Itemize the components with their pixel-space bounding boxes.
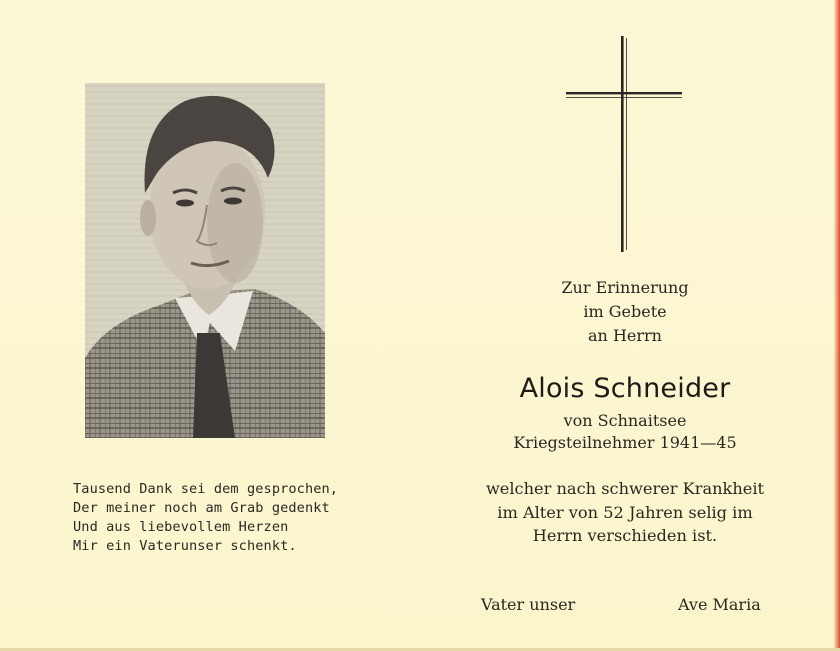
poem	[73, 480, 373, 556]
card-edge	[834, 0, 840, 651]
portrait-photo	[85, 83, 325, 438]
memorial-text	[460, 477, 790, 548]
prayer-ave-maria: Ave Maria	[678, 595, 761, 614]
poem-line: Mir ein Vaterunser schenkt.	[73, 538, 297, 554]
poem-line: Und aus liebevollem Herzen	[73, 519, 289, 535]
memorial-intro	[460, 276, 790, 348]
text-line-3: Herrn verschieden ist.	[532, 526, 718, 545]
prayer-vater-unser: Vater unser	[481, 595, 576, 614]
text-line-1: welcher nach schwerer Krankheit	[485, 479, 765, 498]
intro-line-1: Zur Erinnerung	[561, 278, 689, 297]
deceased-details	[460, 410, 790, 454]
text-line-2: im Alter von 52 Jahren selig im	[497, 502, 753, 522]
service-line: Kriegsteilnehmer 1941—45	[513, 433, 737, 452]
poem-line: Der meiner noch am Grab gedenkt	[73, 500, 330, 516]
intro-line-2: im Gebete	[583, 302, 667, 321]
intro-line-3: an Herrn	[588, 326, 662, 345]
origin-line: von Schnaitsee	[563, 411, 687, 430]
cross-icon	[560, 36, 688, 254]
deceased-name: Alois Schneider	[519, 373, 731, 404]
poem-line: Tausend Dank sei dem gesprochen,	[73, 481, 339, 497]
